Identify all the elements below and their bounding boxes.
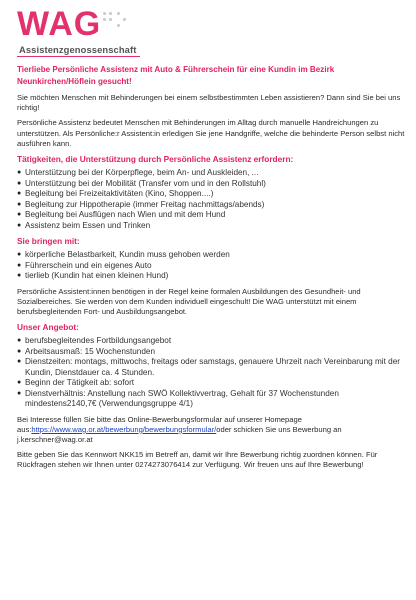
- list-item: ● Dienstverhältnis: Anstellung nach SWÖ Kollektivvertrag, Gehalt für 37 Wochenstunden mindestens2140,7€ (Verwendungsgruppe 4/1): [17, 389, 405, 410]
- section-heading-tasks: Tätigkeiten, die Unterstützung durch Persönliche Assistenz erfordern:: [17, 154, 294, 165]
- list-item: ● Unterstützung bei der Mobilität (Transfer vom und in den Rollstuhl): [17, 179, 405, 190]
- application-paragraph: [17, 415, 405, 446]
- list-item: ● Führerschein und ein eigenes Auto: [17, 261, 405, 272]
- list-item: ● tierlieb (Kundin hat einen kleinen Hund): [17, 271, 405, 282]
- intro-paragraph-2: Persönliche Assistenz bedeutet Menschen mit Behinderungen im Alltag durch manuelle Handreichungen zu unterstützen. Als Persönliche:r Assistent:in erledigen Sie jene Handgriffe, welche die behinderte Person selbst nicht ausführen kann.: [17, 118, 405, 148]
- application-form-link[interactable]: https://www.wag.or.at/bewerbung/bewerbungsformular/: [31, 424, 217, 434]
- wag-logo: [17, 6, 177, 60]
- list-item: ● Assistenz beim Essen und Trinken: [17, 221, 405, 232]
- list-item: ● Begleitung zur Hippotherapie (immer Freitag nachmittags/abends): [17, 200, 405, 211]
- requirements-list: [17, 250, 405, 282]
- list-item: ● berufsbegleitendes Fortbildungsangebot: [17, 336, 405, 347]
- intro-paragraph-1: Sie möchten Menschen mit Behinderungen bei einem selbstbestimmten Leben assistieren? Dann sind Sie bei uns richtig!: [17, 93, 401, 113]
- posting-title: Tierliebe Persönliche Assistenz mit Auto & Führerschein für eine Kundin im Bezirk Neunkirchen/Höflein gesucht!: [17, 65, 335, 86]
- contact-paragraph: Bitte geben Sie das Kennwort NKK15 im Betreff an, damit wir Ihre Bewerbung richtig zuordnen können. Für Rückfragen stehen wir Ihnen unter 0274273076414 zur Verfügung. Wir freuen uns auf Ihre Bewerbung!: [17, 450, 378, 470]
- logo-wordmark: WAG: [17, 5, 102, 43]
- list-item: ● Arbeitsausmaß: 15 Wochenstunden: [17, 347, 405, 358]
- braille-dots-icon: [103, 12, 133, 32]
- offer-list: [17, 336, 405, 410]
- section-heading-offer: Unser Angebot:: [17, 322, 79, 333]
- training-paragraph: Persönliche Assistent:innen benötigen in der Regel keine formalen Ausbildungen des Gesundheit- und Sozialbereiches. Sie werden von dem Kunden individuell eingeschult! Die WAG unterstützt mit einem berufsbegleitenden Fort- und Ausbildungsangebot.: [17, 286, 361, 316]
- list-item: ● Begleitung bei Freizeitaktivitäten (Kino, Shoppen....): [17, 189, 405, 200]
- section-heading-requirements: Sie bringen mit:: [17, 236, 80, 247]
- list-item: ● Dienstzeiten: montags, mittwochs, freitags oder samstags, genauere Uhrzeit nach Vereinbarung mit der Kundin, Dienstdauer ca. 4 Stunden.: [17, 357, 405, 378]
- list-item: ● körperliche Belastbarkeit, Kundin muss gehoben werden: [17, 250, 405, 261]
- application-text-email: oder schicken Sie uns Bewerbung an j.kerschner@wag.or.at: [17, 424, 342, 445]
- list-item: ● Unterstützung bei der Körperpflege, beim An- und Auskleiden, ...: [17, 168, 405, 179]
- tasks-list: [17, 168, 405, 231]
- posting-content: [17, 64, 405, 476]
- application-text: Bei Interesse füllen Sie bitte das Online-Bewerbungsformular auf unserer Homepage aus:: [17, 414, 302, 434]
- list-item: ● Begleitung bei Ausflügen nach Wien und mit dem Hund: [17, 210, 405, 221]
- logo-subtitle: Assistenzgenossenschaft: [19, 44, 137, 55]
- list-item: ● Beginn der Tätigkeit ab: sofort: [17, 378, 405, 389]
